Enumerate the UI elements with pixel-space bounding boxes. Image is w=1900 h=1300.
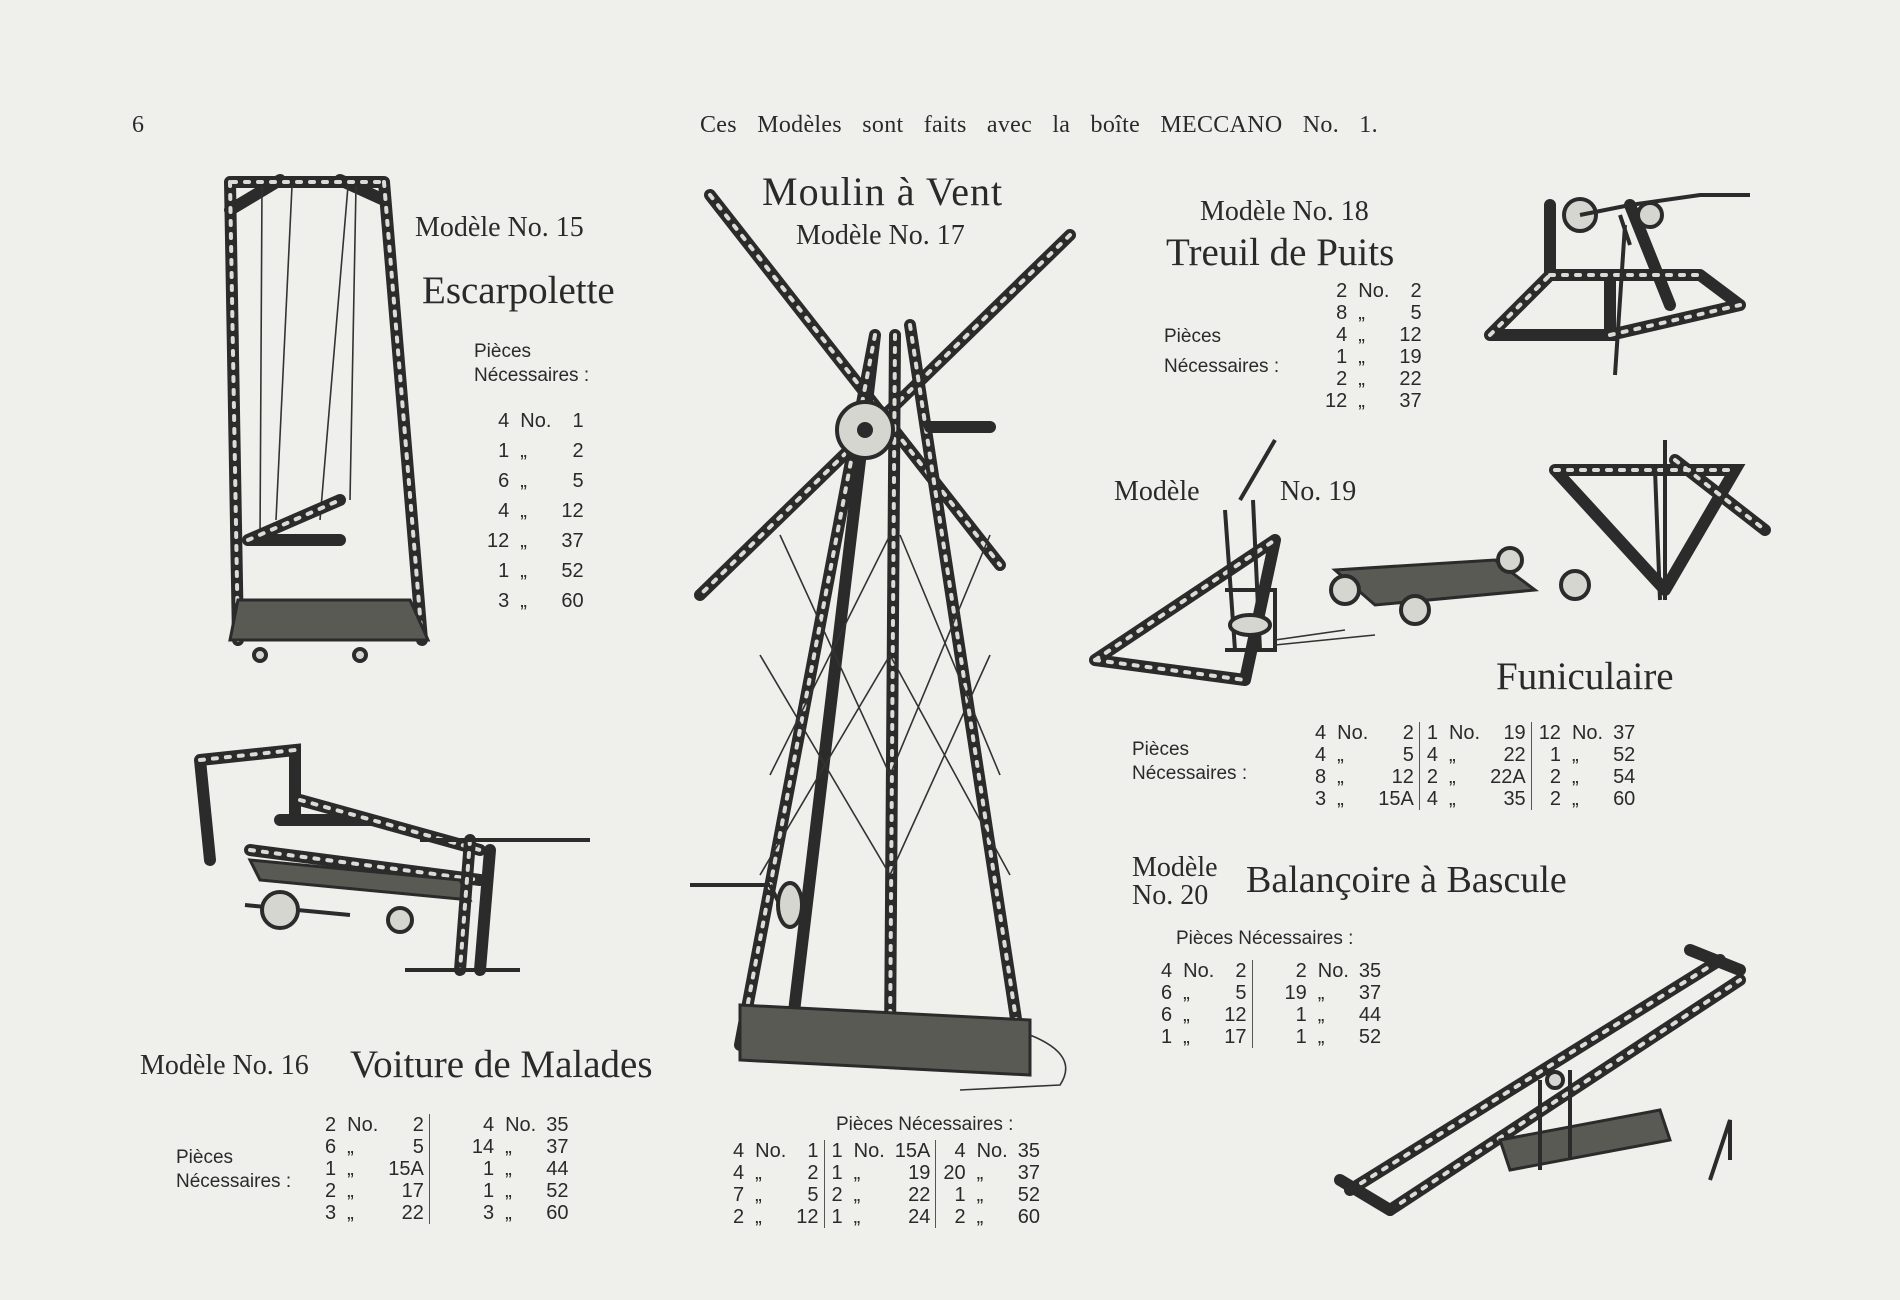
table-cell: No. — [1317, 960, 1349, 982]
table-cell: „ — [1448, 744, 1456, 766]
model-18-label: Modèle No. 18 — [1200, 196, 1369, 227]
table-cell: 17 — [401, 1180, 424, 1202]
model-20-pieces-label: Pièces Nécessaires : — [1176, 928, 1354, 949]
model-15-pieces-label: Pièces Nécessaires : — [474, 341, 590, 386]
model-18-parts-list — [1320, 280, 1427, 412]
table-cell: No. — [1358, 280, 1390, 302]
table-cell: 5 — [1402, 744, 1414, 766]
table-cell: 1 — [1336, 346, 1348, 368]
model-16-label: Modèle No. 16 — [140, 1050, 309, 1081]
table-cell: 1 — [831, 1206, 843, 1228]
table-cell: 5 — [572, 470, 584, 492]
table-cell: „ — [1571, 766, 1579, 788]
table-cell: 12 — [1391, 766, 1414, 788]
table-cell: 15A — [1378, 788, 1414, 810]
table-cell: „ — [347, 1136, 354, 1158]
table-cell: 1 — [498, 440, 510, 462]
table-cell: 6 — [1161, 982, 1173, 1004]
table-row — [1310, 766, 1640, 788]
table-cell: 52 — [546, 1180, 569, 1202]
model-17-title: Moulin à Vent — [762, 169, 1004, 214]
table-cell: 12 — [1399, 324, 1422, 346]
table-cell: 1 — [1295, 1004, 1307, 1026]
table-cell: „ — [853, 1206, 861, 1228]
table-cell: „ — [1358, 302, 1365, 324]
table-cell: 4 — [1315, 744, 1327, 766]
table-cell: 60 — [546, 1202, 569, 1224]
table-cell: „ — [520, 440, 527, 462]
table-cell: 2 — [1426, 766, 1438, 788]
model-17-label: Modèle No. 17 — [796, 220, 965, 251]
model-15-parts-list — [482, 406, 589, 616]
table-cell: 2 — [1295, 960, 1307, 982]
table-row — [728, 1140, 1045, 1162]
table-cell: „ — [1337, 788, 1344, 810]
table-cell: 2 — [325, 1180, 337, 1202]
table-cell: 6 — [325, 1136, 337, 1158]
table-cell: No. — [347, 1114, 379, 1136]
table-cell: 4 — [1336, 324, 1348, 346]
model-15-title: Escarpolette — [422, 269, 615, 312]
model-18-pieces-label: Pièces Nécessaires : — [1164, 326, 1280, 377]
table-cell: 5 — [412, 1136, 424, 1158]
table-cell: 52 — [1358, 1026, 1382, 1048]
table-cell: „ — [1337, 766, 1344, 788]
table-cell: No. — [976, 1140, 1008, 1162]
table-cell: 2 — [954, 1206, 966, 1228]
table-cell: 5 — [807, 1184, 819, 1206]
table-cell: 2 — [807, 1162, 819, 1184]
table-cell: 2 — [1549, 788, 1561, 810]
table-cell: „ — [1358, 324, 1365, 346]
table-cell: „ — [1183, 982, 1190, 1004]
table-cell: 37 — [1358, 982, 1382, 1004]
table-cell: No. — [520, 410, 552, 432]
table-cell: 1 — [1549, 744, 1561, 766]
table-cell: 5 — [1235, 982, 1247, 1004]
table-cell: No. — [505, 1114, 537, 1136]
table-row — [320, 1136, 573, 1158]
table-cell: 20 — [943, 1162, 966, 1184]
table-cell: „ — [755, 1206, 762, 1228]
table-cell: 44 — [546, 1158, 569, 1180]
table-cell: 60 — [561, 590, 584, 612]
table-cell: „ — [520, 500, 527, 522]
table-cell: 12 — [487, 530, 510, 552]
table-row — [482, 406, 589, 436]
table-row — [1156, 960, 1386, 982]
table-row — [482, 496, 589, 526]
model-16-parts-list — [320, 1114, 573, 1224]
table-cell: 60 — [1613, 788, 1636, 810]
model-20-label: Modèle No. 20 — [1132, 852, 1218, 911]
table-row — [482, 556, 589, 586]
table-cell: 4 — [498, 500, 510, 522]
table-cell: 1 — [1295, 1026, 1307, 1048]
table-cell: 37 — [546, 1136, 569, 1158]
table-cell: „ — [347, 1180, 354, 1202]
table-cell: 3 — [482, 1202, 495, 1224]
table-cell: „ — [1571, 788, 1579, 810]
table-cell: „ — [520, 530, 527, 552]
table-cell: No. — [755, 1140, 787, 1162]
model-16-pieces-label: Pièces Nécessaires : — [176, 1147, 292, 1192]
table-row — [1320, 324, 1427, 346]
table-cell: „ — [1183, 1026, 1190, 1048]
table-row — [482, 526, 589, 556]
table-cell: „ — [505, 1136, 512, 1158]
table-row — [728, 1206, 1045, 1228]
table-row — [1320, 346, 1427, 368]
table-cell: 35 — [1017, 1140, 1040, 1162]
table-cell: 1 — [498, 560, 510, 582]
table-cell: 19 — [1503, 722, 1526, 744]
table-cell: 4 — [1426, 744, 1438, 766]
table-cell: „ — [1448, 788, 1456, 810]
table-row — [320, 1202, 573, 1224]
table-cell: 35 — [1503, 788, 1526, 810]
table-cell: 24 — [908, 1206, 931, 1228]
table-cell: 15A — [388, 1158, 424, 1180]
table-cell: „ — [755, 1162, 762, 1184]
table-cell: 2 — [1336, 280, 1348, 302]
table-cell: 4 — [498, 410, 510, 432]
table-cell: 8 — [1336, 302, 1348, 324]
table-cell: 52 — [561, 560, 584, 582]
model-16-title: Voiture de Malades — [350, 1043, 653, 1086]
table-row — [1156, 1026, 1386, 1048]
table-row — [1320, 368, 1427, 390]
table-cell: 4 — [1161, 960, 1173, 982]
table-cell: 6 — [498, 470, 510, 492]
table-cell: „ — [976, 1184, 984, 1206]
model-18-title: Treuil de Puits — [1166, 231, 1395, 274]
table-cell: 60 — [1017, 1206, 1040, 1228]
model-19-label-a: Modèle — [1114, 476, 1200, 507]
table-cell: 1 — [954, 1184, 966, 1206]
model-19-parts-list — [1310, 722, 1640, 810]
table-cell: 8 — [1315, 766, 1327, 788]
table-cell: „ — [505, 1180, 512, 1202]
table-cell: 3 — [1315, 788, 1327, 810]
table-cell: 22 — [1503, 744, 1526, 766]
table-cell: „ — [1358, 390, 1365, 412]
table-row — [482, 436, 589, 466]
table-cell: 12 — [561, 500, 584, 522]
table-cell: 2 — [572, 440, 584, 462]
table-row — [1156, 982, 1386, 1004]
table-cell: 37 — [1017, 1162, 1040, 1184]
table-cell: 35 — [1358, 960, 1382, 982]
table-cell: 12 — [1538, 722, 1561, 744]
table-cell: „ — [1317, 1026, 1325, 1048]
table-cell: 22 — [1399, 368, 1422, 390]
table-cell: „ — [505, 1158, 512, 1180]
table-cell: „ — [505, 1202, 512, 1224]
table-cell: 4 — [482, 1114, 495, 1136]
model-17-parts-list — [728, 1140, 1045, 1228]
table-cell: No. — [1337, 722, 1369, 744]
table-row — [1156, 1004, 1386, 1026]
table-row — [1320, 302, 1427, 324]
table-cell: 54 — [1613, 766, 1636, 788]
seesaw-illustration — [1330, 930, 1750, 1230]
table-cell: „ — [976, 1162, 984, 1184]
table-row — [1310, 788, 1640, 810]
table-row — [728, 1184, 1045, 1206]
table-row — [1310, 744, 1640, 766]
table-cell: 12 — [1325, 390, 1348, 412]
table-cell: 2 — [831, 1184, 843, 1206]
table-cell: 6 — [1161, 1004, 1173, 1026]
table-cell: „ — [1317, 982, 1325, 1004]
table-cell: „ — [1358, 368, 1365, 390]
table-cell: 2 — [412, 1114, 424, 1136]
swing-illustration — [200, 170, 460, 670]
model-17-pieces-label: Pièces Nécessaires : — [836, 1114, 1014, 1135]
table-cell: 3 — [325, 1202, 337, 1224]
table-row — [320, 1114, 573, 1136]
table-cell: „ — [1448, 766, 1456, 788]
table-cell: 4 — [733, 1162, 745, 1184]
model-19-title: Funiculaire — [1496, 655, 1674, 698]
table-cell: 12 — [796, 1206, 819, 1228]
carriage-illustration — [190, 740, 610, 1010]
table-cell: 2 — [733, 1206, 745, 1228]
table-cell: „ — [520, 470, 527, 492]
table-cell: 35 — [546, 1114, 569, 1136]
model-19-label-b: No. 19 — [1280, 476, 1357, 507]
table-cell: 44 — [1358, 1004, 1382, 1026]
table-cell: 1 — [482, 1180, 495, 1202]
table-cell: 12 — [1224, 1004, 1247, 1026]
table-cell: 52 — [1613, 744, 1636, 766]
table-cell: 1 — [572, 410, 584, 432]
table-cell: 3 — [498, 590, 510, 612]
table-cell: „ — [347, 1202, 354, 1224]
table-row — [1320, 280, 1427, 302]
page-header: Ces Modèles sont faits avec la boîte MECCANO No. 1. — [700, 112, 1378, 138]
table-row — [482, 466, 589, 496]
model-20-parts-list — [1156, 960, 1386, 1048]
table-cell: „ — [1183, 1004, 1190, 1026]
table-cell: 19 — [1399, 346, 1422, 368]
table-cell: No. — [1571, 722, 1604, 744]
model-15-label: Modèle No. 15 — [415, 212, 584, 243]
table-cell: No. — [853, 1140, 885, 1162]
table-cell: 4 — [1426, 788, 1438, 810]
model-20-title: Balançoire à Bascule — [1246, 859, 1567, 901]
table-cell: „ — [1571, 744, 1579, 766]
table-cell: 22A — [1490, 766, 1526, 788]
table-cell: 22 — [401, 1202, 424, 1224]
table-cell: 1 — [1161, 1026, 1173, 1048]
table-row — [482, 586, 589, 616]
table-cell: 2 — [1410, 280, 1422, 302]
table-cell: No. — [1448, 722, 1481, 744]
table-cell: 7 — [733, 1184, 745, 1206]
table-cell: 2 — [1336, 368, 1348, 390]
table-row — [320, 1158, 573, 1180]
table-cell: „ — [755, 1184, 762, 1206]
table-cell: „ — [976, 1206, 984, 1228]
table-cell: „ — [853, 1162, 861, 1184]
table-cell: 1 — [831, 1162, 843, 1184]
table-cell: „ — [1337, 744, 1344, 766]
model-19-pieces-label: Pièces Nécessaires : — [1132, 739, 1248, 784]
table-cell: 14 — [471, 1136, 495, 1158]
table-row — [1310, 722, 1640, 744]
table-cell: 4 — [954, 1140, 966, 1162]
table-cell: 37 — [1613, 722, 1636, 744]
table-cell: 19 — [1284, 982, 1307, 1004]
table-cell: „ — [520, 590, 527, 612]
table-cell: 2 — [1402, 722, 1414, 744]
table-cell: 4 — [733, 1140, 745, 1162]
table-cell: 17 — [1224, 1026, 1247, 1048]
table-cell: 1 — [807, 1140, 819, 1162]
table-cell: „ — [853, 1184, 861, 1206]
table-cell: 52 — [1017, 1184, 1040, 1206]
table-cell: 1 — [831, 1140, 843, 1162]
table-cell: 19 — [908, 1162, 931, 1184]
table-cell: „ — [1317, 1004, 1325, 1026]
table-cell: 2 — [1235, 960, 1247, 982]
table-cell: 37 — [561, 530, 584, 552]
table-cell: 1 — [1426, 722, 1438, 744]
table-cell: 1 — [482, 1158, 495, 1180]
page-number: 6 — [132, 112, 144, 138]
table-cell: 5 — [1410, 302, 1422, 324]
windmill-illustration — [660, 175, 1100, 1075]
table-cell: „ — [347, 1158, 354, 1180]
table-cell: 22 — [908, 1184, 931, 1206]
winch-illustration — [1470, 185, 1770, 395]
table-row — [1320, 390, 1427, 412]
table-cell: 1 — [325, 1158, 337, 1180]
table-cell: 2 — [1549, 766, 1561, 788]
table-row — [728, 1162, 1045, 1184]
table-cell: „ — [1358, 346, 1365, 368]
table-cell: 15A — [894, 1140, 931, 1162]
table-cell: „ — [520, 560, 527, 582]
table-cell: No. — [1183, 960, 1215, 982]
table-cell: 4 — [1315, 722, 1327, 744]
table-row — [320, 1180, 573, 1202]
table-cell: 37 — [1399, 390, 1422, 412]
table-cell: 2 — [325, 1114, 337, 1136]
